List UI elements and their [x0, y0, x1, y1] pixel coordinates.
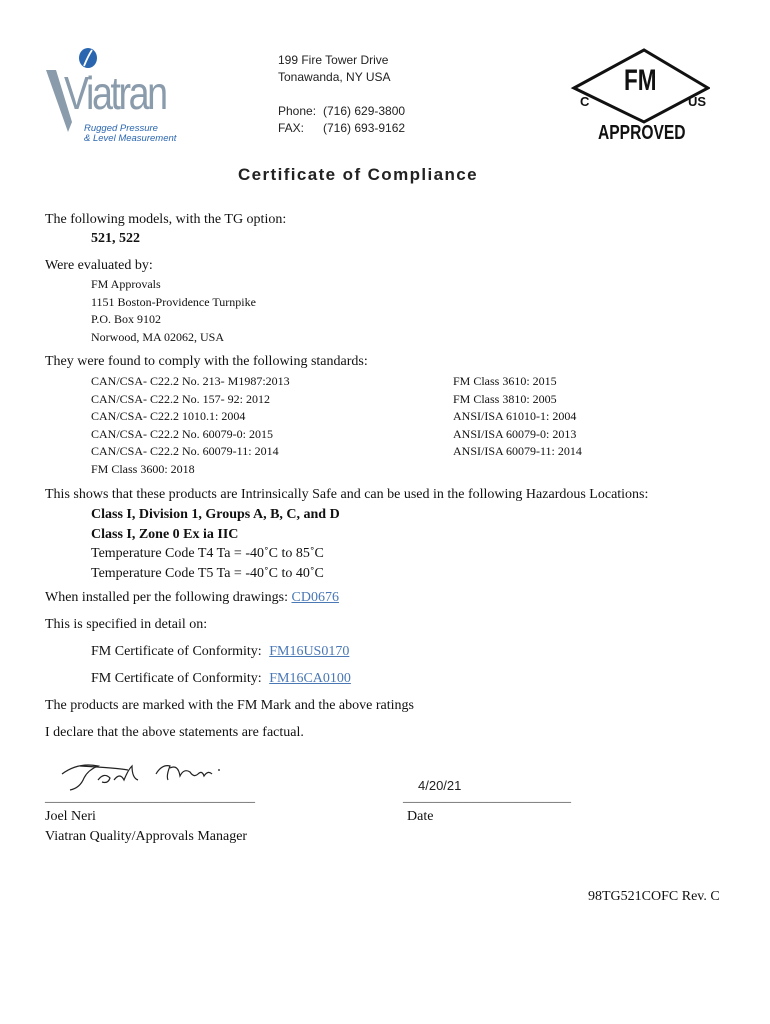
evaluator-intro: Were evaluated by:	[45, 258, 153, 273]
logo-wordmark: Viatran	[64, 67, 166, 119]
hazardous-ratings	[91, 505, 340, 583]
date-value: 4/20/21	[418, 778, 462, 793]
fax-row	[278, 120, 405, 137]
standard-item: ANSI/ISA 60079-11: 2014	[453, 444, 582, 458]
viatran-logo	[44, 44, 194, 150]
specified-intro: This is specified in detail on:	[45, 617, 208, 632]
evaluator-line: FM Approvals	[91, 277, 161, 291]
phone-value: (716) 629-3800	[323, 104, 406, 118]
standard-item: CAN/CSA- C22.2 No. 213- M1987:2013	[91, 374, 290, 388]
hazardous-intro: This shows that these products are Intrinsically Safe and can be used in the following Hazardous Locations:	[45, 487, 649, 502]
certificate-label: FM Certificate of Conformity:	[91, 644, 262, 659]
signer-role: Viatran Quality/Approvals Manager	[45, 829, 248, 844]
address-line: Tonawanda, NY USA	[278, 70, 391, 84]
certificate-link-us[interactable]: FM16US0170	[269, 644, 350, 659]
standard-item: FM Class 3810: 2005	[453, 391, 557, 406]
fm-c-mark: C	[580, 94, 590, 109]
certificate-row-ca	[91, 671, 351, 687]
fm-approved-text: APPROVED	[598, 122, 686, 144]
signature-line: ______________________________	[45, 790, 255, 805]
standard-item: CAN/CSA- C22.2 No. 60079-0: 2015	[91, 426, 274, 441]
standard-item: ANSI/ISA 60079-0: 2013	[453, 426, 577, 441]
phone-label: Phone:	[278, 104, 317, 118]
drawing-link-cd0676[interactable]: CD0676	[291, 590, 339, 605]
temp-code-t4: Temperature Code T4 Ta = -40˚C to 85˚C	[91, 546, 324, 561]
fm-mark-statement: The products are marked with the FM Mark and the above ratings	[45, 698, 414, 713]
class-division-rating: Class I, Division 1, Groups A, B, C, and D	[91, 507, 340, 522]
standard-item: FM Class 3600: 2018	[91, 461, 195, 476]
standard-item: FM Class 3610: 2015	[453, 374, 557, 388]
standards-left-column	[91, 373, 290, 478]
standard-item: ANSI/ISA 61010-1: 2004	[453, 409, 577, 423]
signer-name: Joel Neri	[45, 809, 96, 824]
certificate-label: FM Certificate of Conformity:	[91, 671, 262, 686]
evaluator-address	[91, 276, 256, 346]
fm-us-mark: US	[688, 94, 707, 109]
standard-item: CAN/CSA- C22.2 No. 157- 92: 2012	[91, 391, 271, 406]
evaluator-line: 1151 Boston-Providence Turnpike	[91, 294, 256, 309]
address-block	[278, 52, 405, 137]
evaluator-line: P.O. Box 9102	[91, 312, 162, 326]
logo-tagline: Rugged Pressure & Level Measurement	[84, 123, 177, 144]
fm-letters: FM	[624, 64, 657, 97]
fax-label: FAX:	[278, 121, 305, 135]
class-zone-rating: Class I, Zone 0 Ex ia IIC	[91, 526, 239, 542]
fax-value: (716) 693-9162	[323, 121, 406, 135]
signature-image	[58, 758, 238, 794]
address-line: 199 Fire Tower Drive	[278, 53, 389, 67]
standards-intro: They were found to comply with the following standards:	[45, 354, 368, 369]
drawings-text: When installed per the following drawings:	[45, 590, 288, 605]
standard-item: CAN/CSA- C22.2 No. 60079-11: 2014	[91, 444, 279, 458]
phone-row	[278, 103, 405, 120]
certificate-row-us	[91, 644, 349, 660]
certificate-link-ca[interactable]: FM16CA0100	[269, 671, 351, 686]
drawings-line	[45, 590, 339, 606]
declaration-statement: I declare that the above statements are factual.	[45, 725, 304, 740]
models-list: 521, 522	[91, 231, 140, 246]
models-intro: The following models, with the TG option:	[45, 212, 287, 227]
date-line: ________________________	[403, 790, 571, 805]
standards-right-column	[453, 373, 582, 461]
document-number: 98TG521COFC Rev. C	[588, 889, 720, 904]
fm-approved-mark	[570, 46, 710, 146]
temp-code-t5: Temperature Code T5 Ta = -40˚C to 40˚C	[91, 565, 324, 581]
date-label: Date	[407, 809, 434, 824]
page-title: Certificate of Compliance	[238, 165, 478, 184]
evaluator-line: Norwood, MA 02062, USA	[91, 329, 225, 344]
standard-item: CAN/CSA- C22.2 1010.1: 2004	[91, 409, 246, 423]
